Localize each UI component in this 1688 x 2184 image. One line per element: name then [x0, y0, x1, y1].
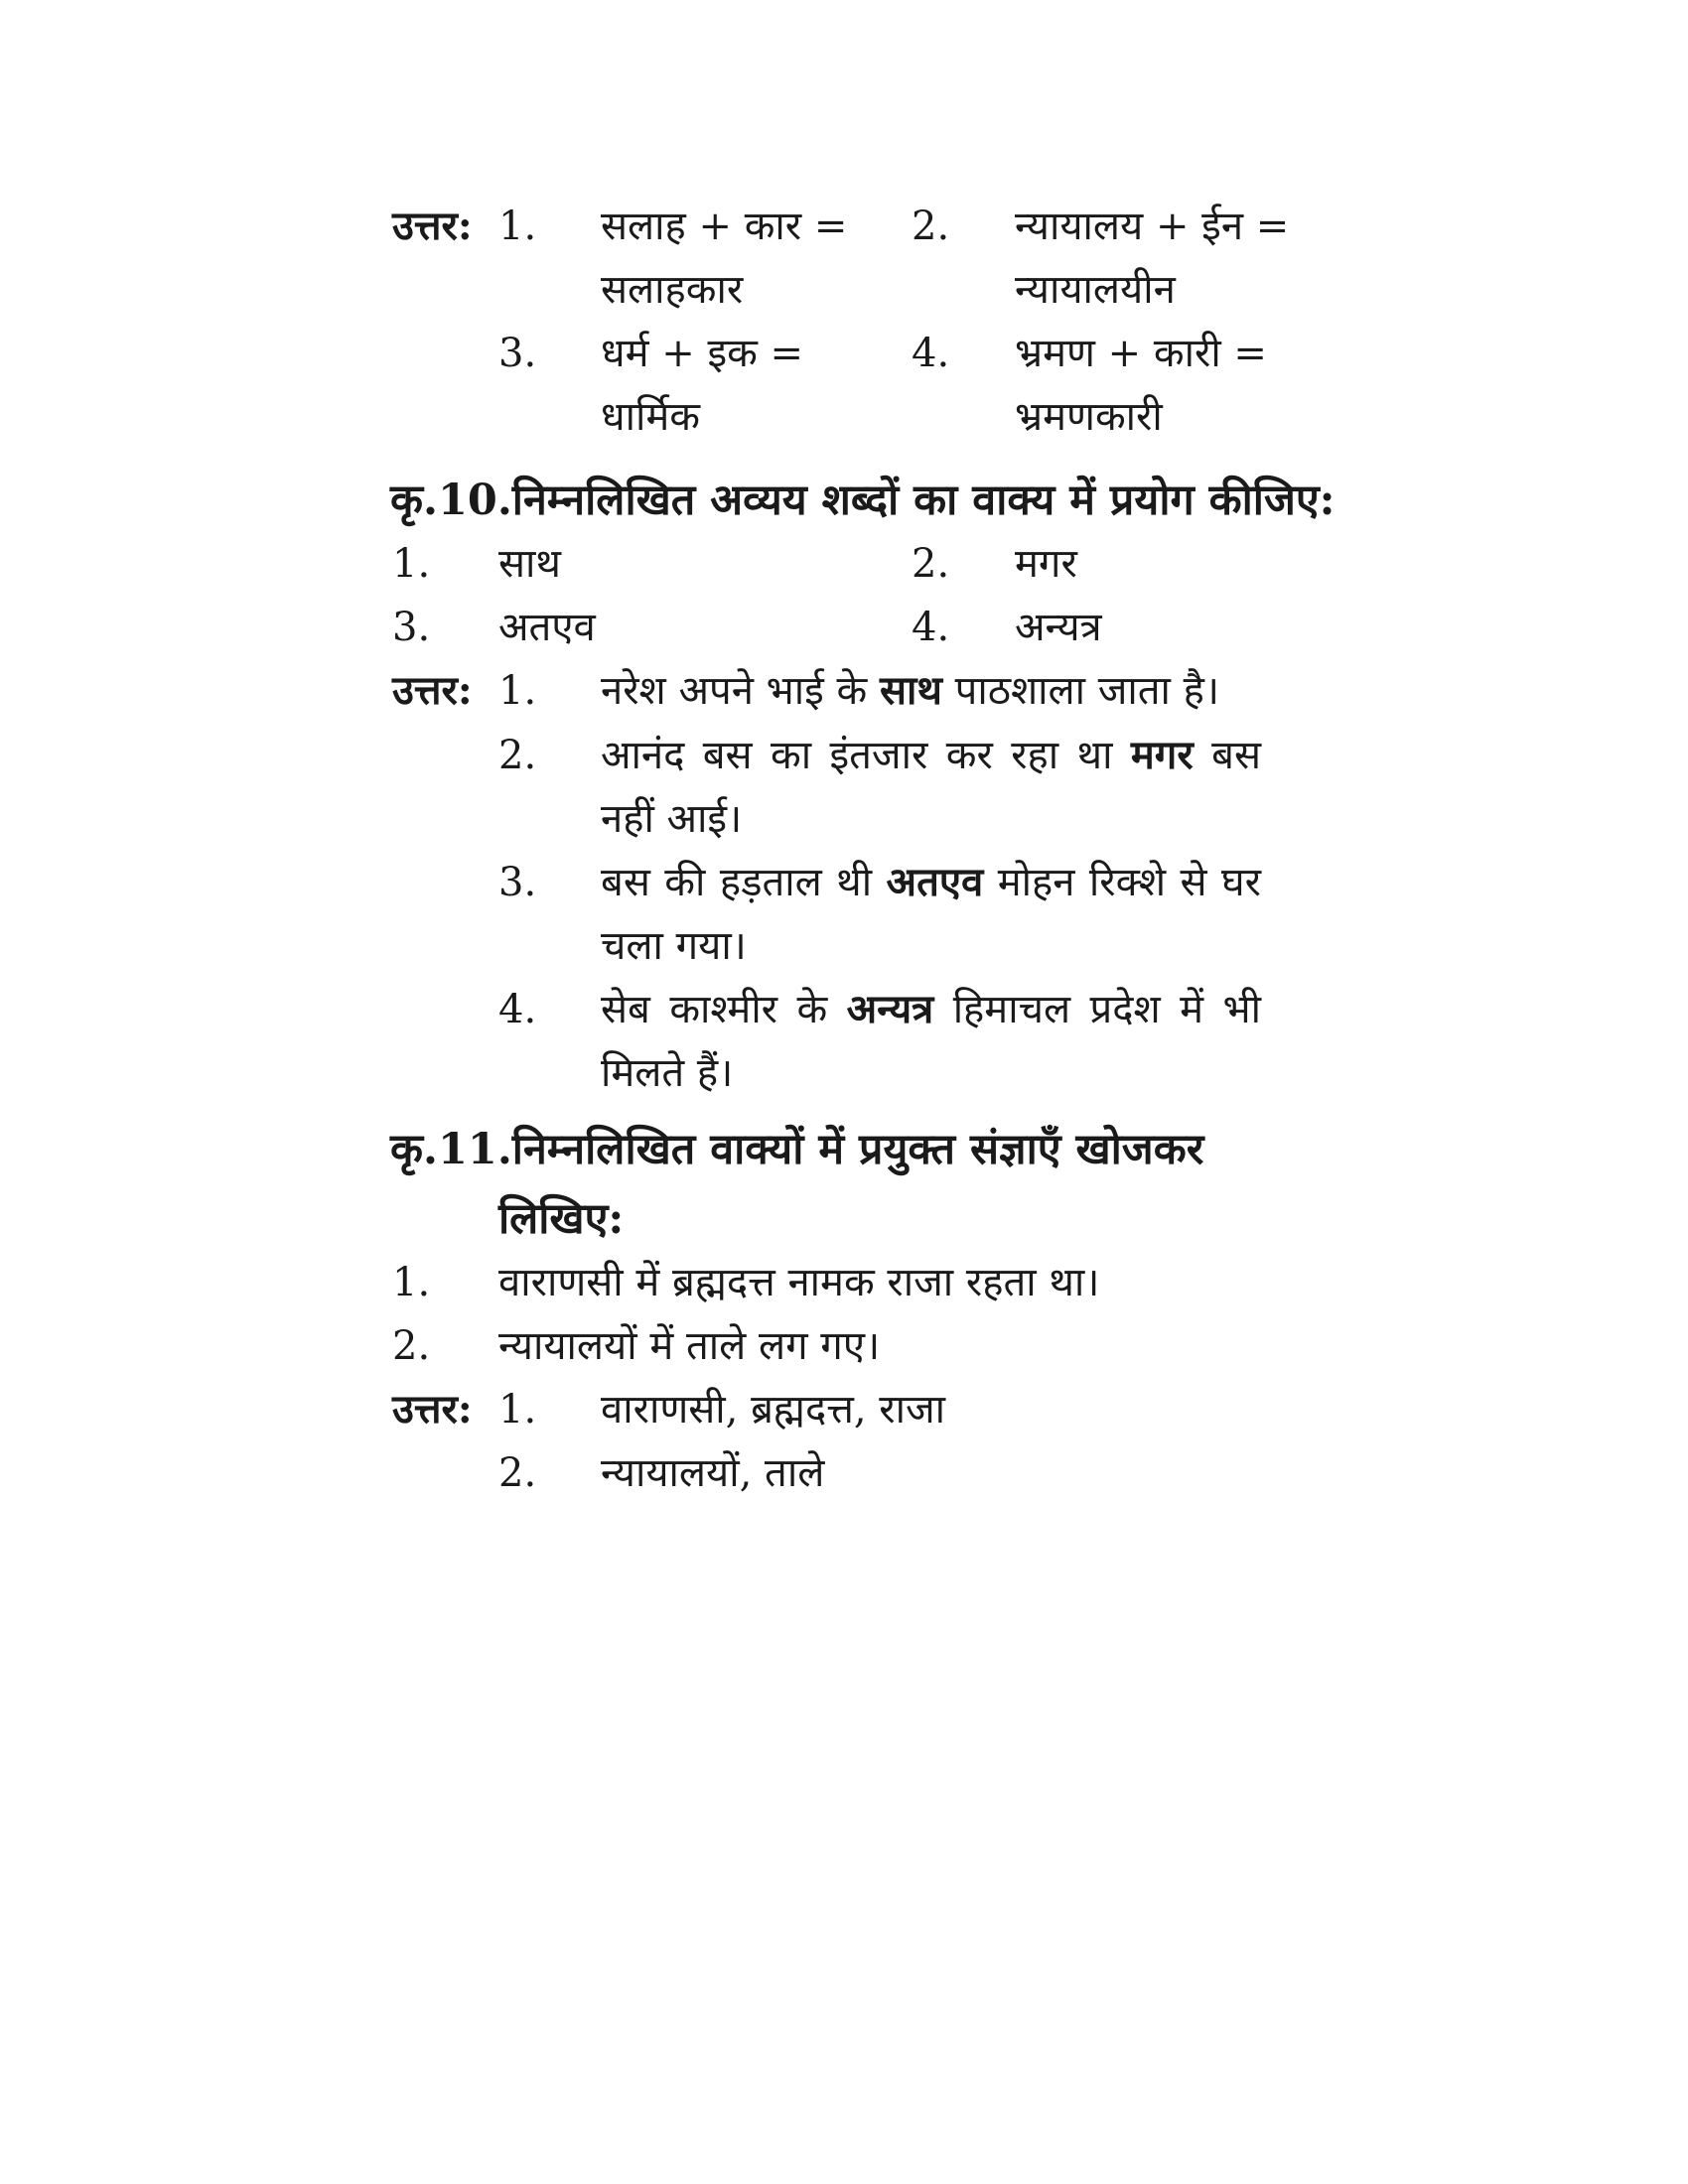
- answer-line: भ्रमण + कारी =: [1015, 331, 1267, 376]
- answer-label: उत्तर:: [392, 667, 473, 714]
- answer-line: न्यायालयीन: [1015, 267, 1176, 313]
- answer-number: 4.: [912, 331, 950, 376]
- answer-label: उत्तर:: [392, 1386, 473, 1433]
- word-number: 2.: [912, 541, 950, 587]
- highlighted-word: अन्यत्र: [846, 986, 934, 1032]
- highlighted-word: साथ: [879, 667, 942, 714]
- highlighted-word: अतएव: [886, 859, 984, 905]
- answer-number: 2.: [498, 733, 537, 778]
- word-item: साथ: [498, 541, 561, 587]
- answer-sentence: नरेश अपने भाई के साथ पाठशाला जाता है।: [601, 667, 1220, 714]
- answer-number: 2.: [912, 204, 950, 249]
- answer-line: सलाह + कार =: [601, 204, 848, 249]
- answer-label: उत्तर:: [392, 203, 473, 249]
- word-item: अतएव: [498, 605, 596, 650]
- question-11-title-cont: लिखिए:: [498, 1194, 625, 1244]
- question-11-title: कृ.11.निम्नलिखित वाक्यों में प्रयुक्त संज्ञाएँ खोजकर: [390, 1125, 1204, 1174]
- answer-line: न्यायालयों, ताले: [601, 1450, 825, 1496]
- answer-line: सलाहकार: [601, 267, 744, 313]
- answer-number: 3.: [498, 860, 537, 905]
- answer-number: 3.: [498, 331, 537, 376]
- sentence-item: वाराणसी में ब्रह्मदत्त नामक राजा रहता था।: [498, 1260, 1100, 1305]
- answer-sentence: बस की हड़ताल थी अतएव मोहन रिक्शे से घर चला गया।: [601, 859, 1261, 969]
- highlighted-word: मगर: [1130, 732, 1194, 778]
- sentence-number: 1.: [392, 1260, 431, 1305]
- word-number: 3.: [392, 605, 431, 650]
- sentence-number: 2.: [392, 1323, 431, 1369]
- answer-number: 1.: [498, 1387, 537, 1433]
- answer-line: धर्म + इक =: [601, 331, 804, 376]
- answer-line: धार्मिक: [601, 394, 700, 440]
- answer-sentence: सेब काश्मीर के अन्यत्र हिमाचल प्रदेश में भी मिलते हैं।: [601, 986, 1261, 1096]
- answer-line: न्यायालय + ईन =: [1015, 204, 1290, 249]
- answer-number: 4.: [498, 987, 537, 1032]
- answer-number: 2.: [498, 1450, 537, 1496]
- sentence-item: न्यायालयों में ताले लग गए।: [498, 1323, 881, 1369]
- word-item: अन्यत्र: [1015, 605, 1102, 650]
- word-item: मगर: [1015, 541, 1077, 587]
- answer-line: वाराणसी, ब्रह्मदत्त, राजा: [601, 1387, 946, 1433]
- question-10-title: कृ.10.निम्नलिखित अव्यय शब्दों का वाक्य में प्रयोग कीजिए:: [390, 476, 1336, 525]
- word-number: 4.: [912, 605, 950, 650]
- answer-number: 1.: [498, 204, 537, 249]
- word-number: 1.: [392, 541, 431, 587]
- answer-number: 1.: [498, 668, 537, 714]
- answer-sentence: आनंद बस का इंतजार कर रहा था मगर बस नहीं आई।: [601, 732, 1261, 842]
- answer-line: भ्रमणकारी: [1015, 394, 1163, 440]
